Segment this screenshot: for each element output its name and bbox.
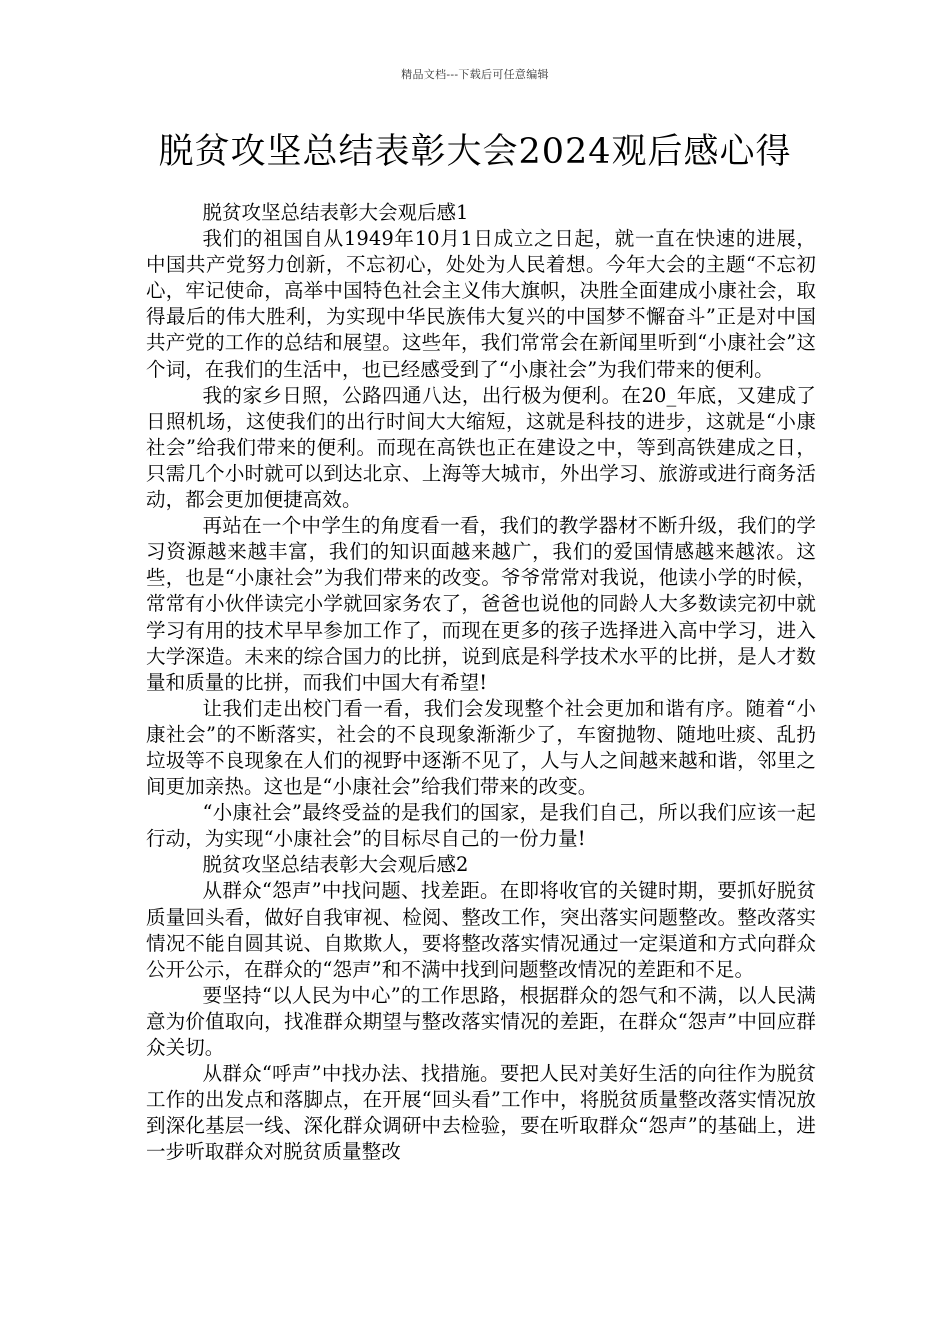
paragraph: 再站在一个中学生的角度看一看，我们的教学器材不断升级，我们的学习资源越来越丰富，我们的知识面越来越广，我们的爱国情感越来越浓。这些，也是“小康社会”为我们带来的改变。爷爷常常对我说，他读小学的时候，常常有小伙伴读完小学就回家务农了，爸爸也说他的同龄人大多数读完初中就学习有用的技术早早参加工作了，而现在更多的孩子选择进入高中学习，进入大学深造。未来的综合国力的比拼，说到底是科学技术水平的比拼，是人才数量和质量的比拼，而我们中国大有希望! [146,514,816,694]
paragraph: 从群众“怨声”中找问题、找差距。在即将收官的关键时期，要抓好脱贫质量回头看，做好自我审视、检阅、整改工作，突出落实问题整改。整改落实情况不能自圆其说、自欺欺人，要将整改落实情况通过一定渠道和方式向群众公开公示，在群众的“怨声”和不满中找到问题整改情况的差距和不足。 [146,879,816,981]
paragraph: 我们的祖国自从1949年10月1日成立之日起，就一直在快速的进展，中国共产党努力创新，不忘初心，处处为人民着想。今年大会的主题“不忘初心，牢记使命，高举中国特色社会主义伟大旗帜，决胜全面建成小康社会，取得最后的伟大胜利，为实现中华民族伟大复兴的中国梦不懈奋斗”正是对中国共产党的工作的总结和展望。这些年，我们常常会在新闻里听到“小康社会”这个词，在我们的生活中，也已经感受到了“小康社会”为我们带来的便利。 [146,227,816,381]
document-title: 脱贫攻坚总结表彰大会2024观后感心得 [158,132,792,172]
document-header-note: 精品文档---下载后可任意编辑 [401,68,549,81]
section-heading: 脱贫攻坚总结表彰大会观后感1 [202,201,469,224]
paragraph: 我的家乡日照，公路四通八达，出行极为便利。在20_年底，又建成了日照机场，这使我们的出行时间大大缩短，这就是科技的进步，这就是“小康社会”给我们带来的便利。而现在高铁也正在建设之中，等到高铁建成之日，只需几个小时就可以到达北京、上海等大城市，外出学习、旅游或进行商务活动，都会更加便捷高效。 [146,383,816,512]
section-heading: 脱贫攻坚总结表彰大会观后感2 [202,853,469,877]
paragraph: 要坚持“以人民为中心”的工作思路，根据群众的怨气和不满，以人民满意为价值取向，找准群众期望与整改落实情况的差距，在群众“怨声”中回应群众关切。 [146,983,816,1059]
paragraph: 让我们走出校门看一看，我们会发现整个社会更加和谐有序。随着“小康社会”的不断落实，社会的不良现象渐渐少了，车窗抛物、随地吐痰、乱扔垃圾等不良现象在人们的视野中逐渐不见了，人与人之间越来越和谐，邻里之间更加亲热。这也是“小康社会”给我们带来的改变。 [146,696,816,799]
paragraph: 从群众“呼声”中找办法、找措施。要把人民对美好生活的向往作为脱贫工作的出发点和落脚点，在开展“回头看”工作中，将脱贫质量整改落实情况放到深化基层一线、深化群众调研中去检验，要在听取群众“怨声”的基础上，进一步听取群众对脱贫质量整改 [146,1062,816,1164]
paragraph: “小康社会”最终受益的是我们的国家，是我们自己，所以我们应该一起行动，为实现“小康社会”的目标尽自己的一份力量! [146,801,816,851]
document-body [146,200,816,1165]
